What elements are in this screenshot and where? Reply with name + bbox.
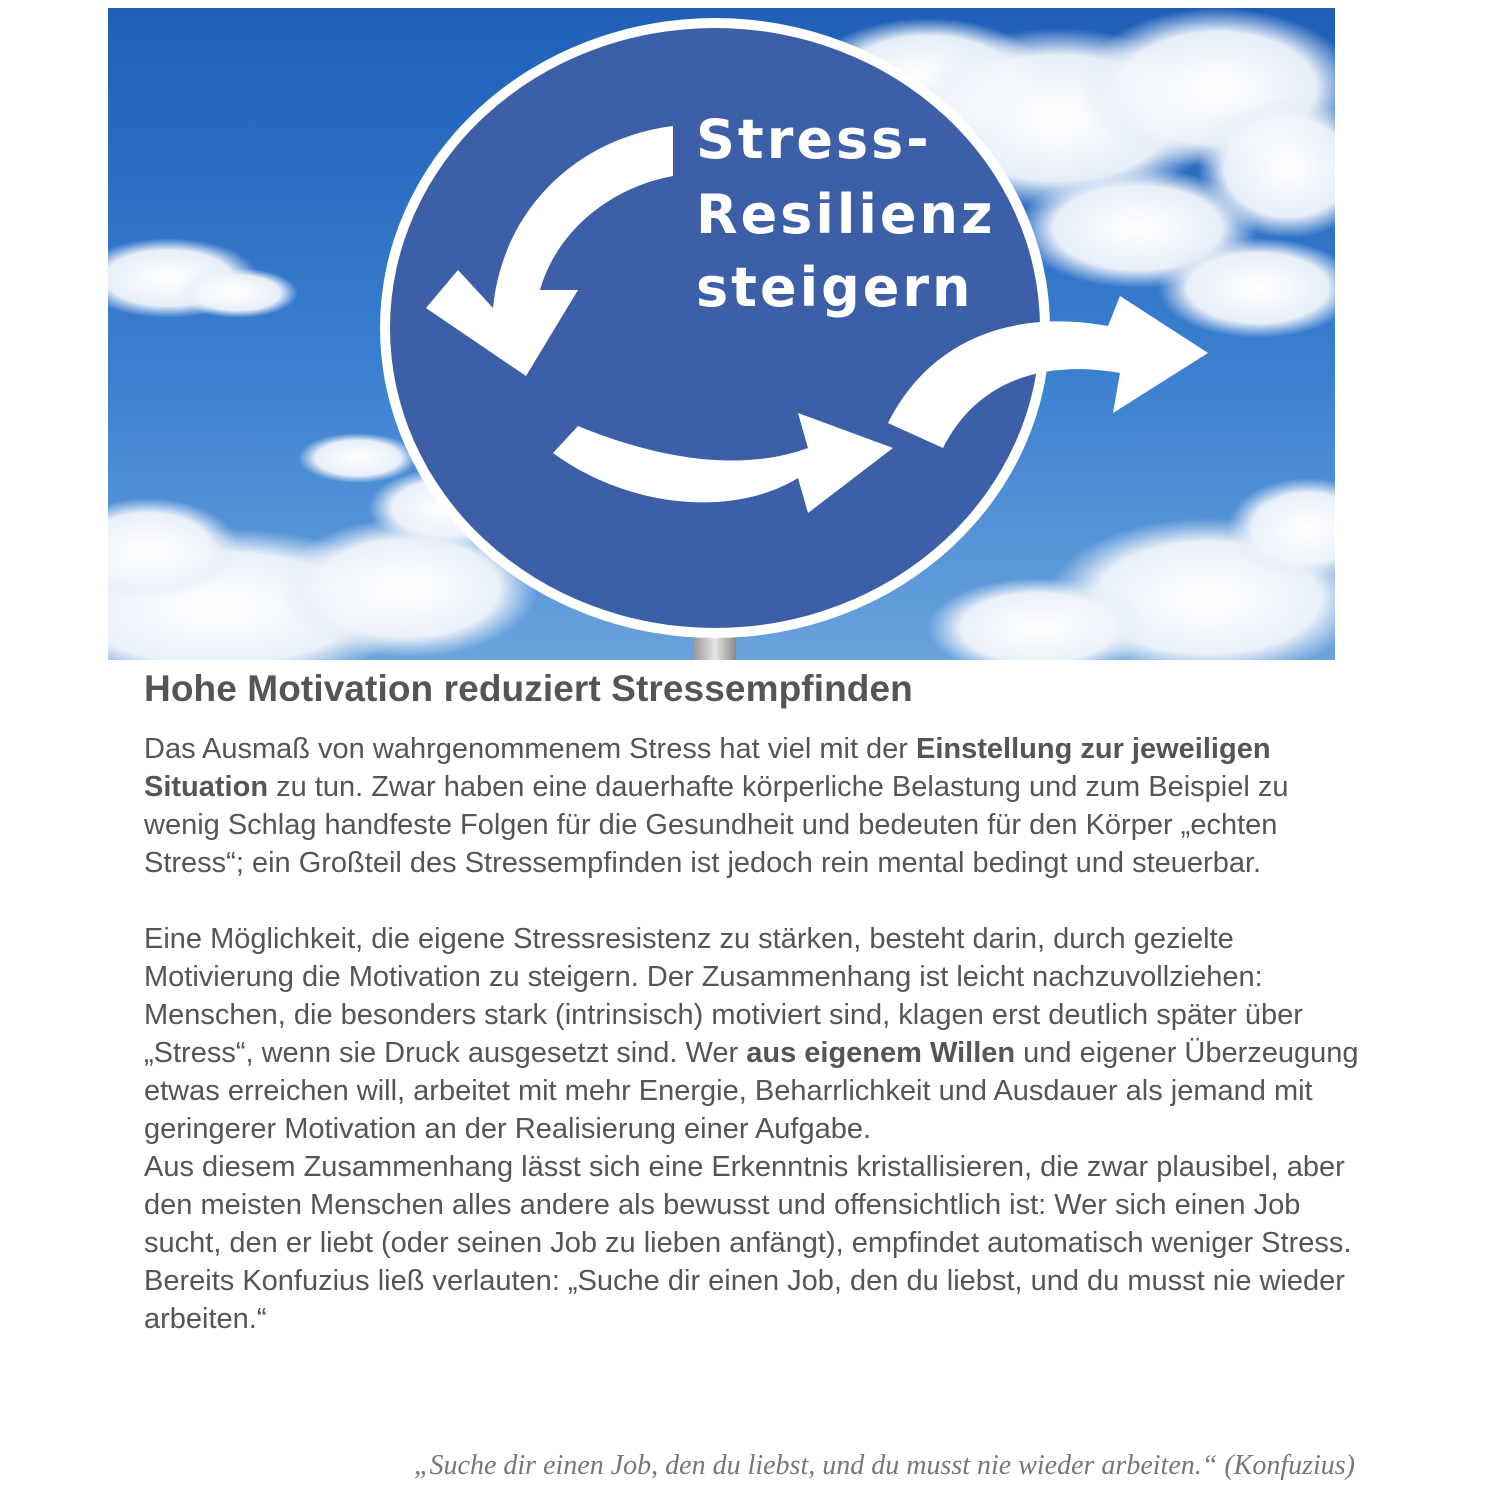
paragraph-1	[144, 730, 1364, 882]
sign-line-2: Resilienz	[696, 183, 996, 246]
paragraph-2-bold: aus eigenem Willen	[746, 1037, 1016, 1069]
article-heading: Hohe Motivation reduziert Stressempfinden	[144, 668, 913, 709]
sign-line-1: Stress-	[696, 108, 932, 171]
sign-line-3: steigern	[696, 256, 974, 319]
hero-image	[108, 8, 1335, 660]
paragraph-2	[144, 920, 1364, 1148]
paragraph-1-text-a: Das Ausmaß von wahrgenommenem Stress hat viel mit der	[144, 733, 917, 765]
paragraph-1-bold: Einstellung zur jeweiligen Situation	[144, 733, 1271, 803]
paragraph-1-text-b: zu tun. Zwar haben eine dauerhafte körperliche Belastung und zum Beispiel zu wenig Schlag handfeste Folgen für die Gesundheit und bedeuten für den Körper „echten Stress“; ein Großteil des Stressempfinden ist jedoch rein mental bedingt und steuerbar.	[144, 771, 1289, 879]
article	[144, 666, 1364, 1338]
paragraph-2-text-a: Eine Möglichkeit, die eigene Stressresistenz zu stärken, besteht darin, durch gezielte Motivierung die Motivation zu steigern. Der Zusammenhang ist leicht nachzuvollziehen: Menschen, die besonders stark (intrinsisch) motiviert sind, klagen erst deutlich später über „Stress“, wenn sie Druck ausgesetzt sind. Wer	[144, 923, 1303, 1069]
paragraph-2-text-b: und eigener Überzeugung etwas erreichen will, arbeitet mit mehr Energie, Beharrlichkeit und Ausdauer als jemand mit geringerer Motivation an der Realisierung einer Aufgabe.	[144, 1037, 1359, 1145]
confucius-quote: „Suche dir einen Job, den du liebst, und du musst nie wieder arbeiten.“ (Konfuzius)	[413, 1450, 1355, 1481]
paragraph-3: Aus diesem Zusammenhang lässt sich eine Erkenntnis kristallisieren, die zwar plausibel, aber den meisten Menschen alles andere als bewusst und offensichtlich ist: Wer sich einen Job sucht, den er liebt (oder seinen Job zu lieben anfängt), empfindet automatisch weniger Stress. Bereits Konfuzius ließ verlauten: „Suche dir einen Job, den du liebst, und du musst nie wieder arbeiten.“	[144, 1151, 1352, 1335]
stress-resilience-sign-illustration	[108, 8, 1335, 660]
